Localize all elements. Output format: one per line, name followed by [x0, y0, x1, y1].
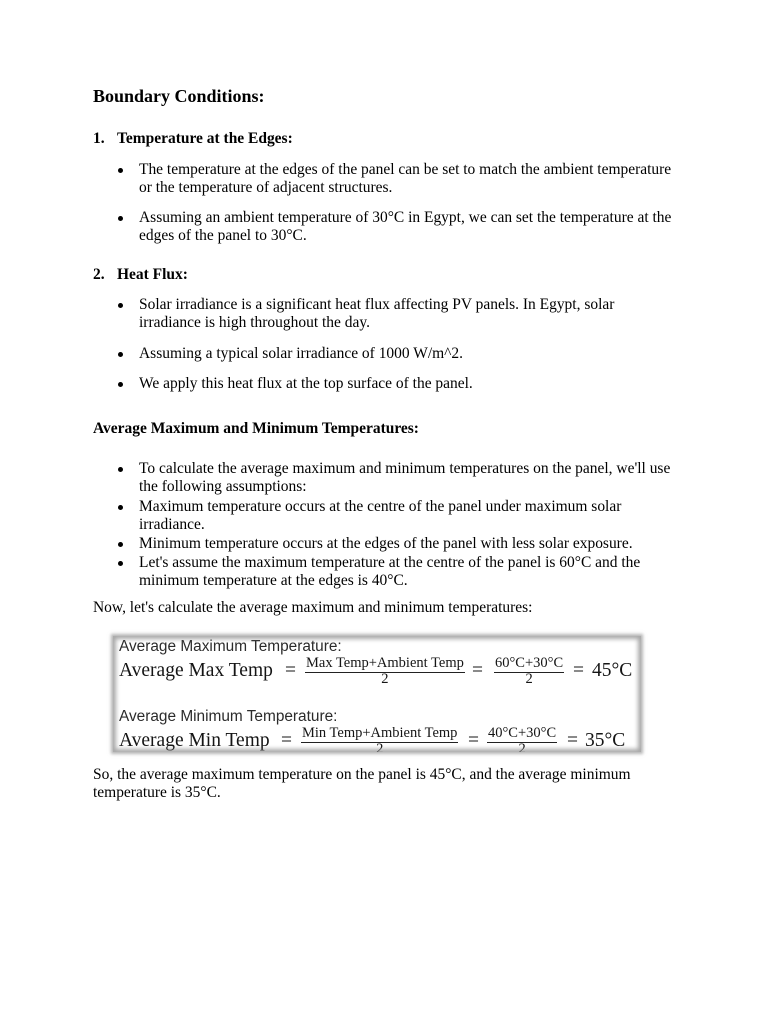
fraction-denominator: 2 [518, 740, 526, 752]
bullet-icon [118, 542, 123, 547]
fraction-denominator: 2 [381, 671, 389, 687]
bullet-text-line: Maximum temperature occurs at the centre of the panel under maximum solar [139, 498, 622, 515]
bullet-text-line: Let's assume the maximum temperature at the centre of the panel is 60°C and the [139, 554, 641, 571]
page-title: Boundary Conditions: [93, 86, 265, 106]
equals-sign: = [285, 660, 296, 681]
fraction-denominator: 2 [525, 671, 533, 687]
equals-sign: = [468, 729, 479, 751]
bullet-item [116, 296, 686, 331]
equals-sign: = [573, 660, 584, 681]
bullet-text-line: Assuming an ambient temperature of 30°C in Egypt, we can set the temperature at the [139, 209, 672, 226]
bullet-icon [118, 505, 123, 510]
fraction-numerator: 60°C+30°C [495, 655, 564, 671]
bullet-icon [118, 352, 123, 357]
section-heading-averages: Average Maximum and Minimum Temperatures: [93, 420, 419, 437]
bullet-icon [118, 168, 123, 173]
bullet-text [139, 554, 640, 590]
equation-lhs: Average Max Temp [119, 660, 273, 681]
bullet-text-line: irradiance is high throughout the day. [139, 313, 370, 331]
bullet-text [139, 460, 670, 496]
bullet-text-line: To calculate the average maximum and minimum temperatures on the panel, we'll use [139, 460, 671, 477]
bullet-item [116, 375, 686, 393]
bullet-item [116, 535, 686, 553]
bullet-text [139, 161, 671, 197]
equation-heading: Average Maximum Temperature: [119, 638, 342, 655]
bullet-icon [118, 561, 123, 566]
bullet-icon [118, 216, 123, 221]
fraction-numerator: 40°C+30°C [488, 724, 557, 741]
bullet-item [116, 554, 686, 589]
bullet-icon [118, 382, 123, 387]
equals-sign: = [567, 729, 578, 751]
fraction-numerator: Min Temp+Ambient Temp [302, 724, 458, 741]
intro-paragraph: Now, let's calculate the average maximum and minimum temperatures: [93, 599, 533, 616]
bullet-text [139, 345, 463, 363]
bullet-text-line: the following assumptions: [139, 477, 307, 495]
equation-lhs: Average Min Temp [119, 729, 270, 751]
equation-result: 45°C [592, 660, 633, 681]
bullet-item [116, 460, 686, 495]
bullet-text [139, 498, 621, 534]
equals-sign: = [281, 729, 292, 751]
bullet-text-line: Minimum temperature occurs at the edges of the panel with less solar exposure. [139, 535, 633, 552]
bullet-text-line: The temperature at the edges of the panel can be set to match the ambient temperature [139, 161, 672, 178]
bullet-text-line: minimum temperature at the edges is 40°C. [139, 571, 408, 589]
section-heading-text: Temperature at the Edges: [117, 130, 293, 147]
bullet-text-line: or the temperature of adjacent structures. [139, 178, 393, 196]
bullet-item [116, 345, 686, 363]
bullet-text [139, 535, 633, 553]
conclusion-line: So, the average maximum temperature on the panel is 45°C, and the average minimum [93, 766, 631, 783]
fraction-denominator: 2 [376, 740, 384, 752]
equals-sign: = [472, 660, 483, 681]
fraction-numerator: Max Temp+Ambient Temp [306, 655, 464, 671]
section-heading-text: Heat Flux: [117, 266, 188, 283]
bullet-text-line: irradiance. [139, 515, 205, 533]
bullet-item [116, 209, 686, 244]
bullet-text [139, 209, 671, 245]
fraction [305, 656, 465, 686]
fraction [494, 656, 564, 686]
fraction [487, 726, 557, 753]
fraction [301, 726, 458, 753]
equation-heading: Average Minimum Temperature: [119, 707, 338, 725]
list-number: 2. [93, 266, 105, 283]
bullet-text-line: edges of the panel to 30°C. [139, 226, 307, 244]
section-heading-heat-flux [93, 266, 693, 284]
bullet-icon [118, 303, 123, 308]
conclusion-paragraph [93, 766, 631, 802]
bullet-text [139, 375, 473, 393]
equation-result: 35°C [585, 729, 626, 751]
conclusion-line: temperature is 35°C. [93, 783, 221, 801]
bullet-text-line: We apply this heat flux at the top surface of the panel. [139, 375, 473, 392]
list-number: 1. [93, 130, 105, 147]
section-heading-temperature-edges [93, 130, 693, 148]
bullet-icon [118, 467, 123, 472]
bullet-text-line: Solar irradiance is a significant heat flux affecting PV panels. In Egypt, solar [139, 296, 615, 313]
equation-image [113, 636, 641, 752]
bullet-text-line: Assuming a typical solar irradiance of 1000 W/m^2. [139, 345, 464, 362]
bullet-item [116, 161, 686, 196]
bullet-text [139, 296, 614, 332]
bullet-item [116, 498, 686, 533]
